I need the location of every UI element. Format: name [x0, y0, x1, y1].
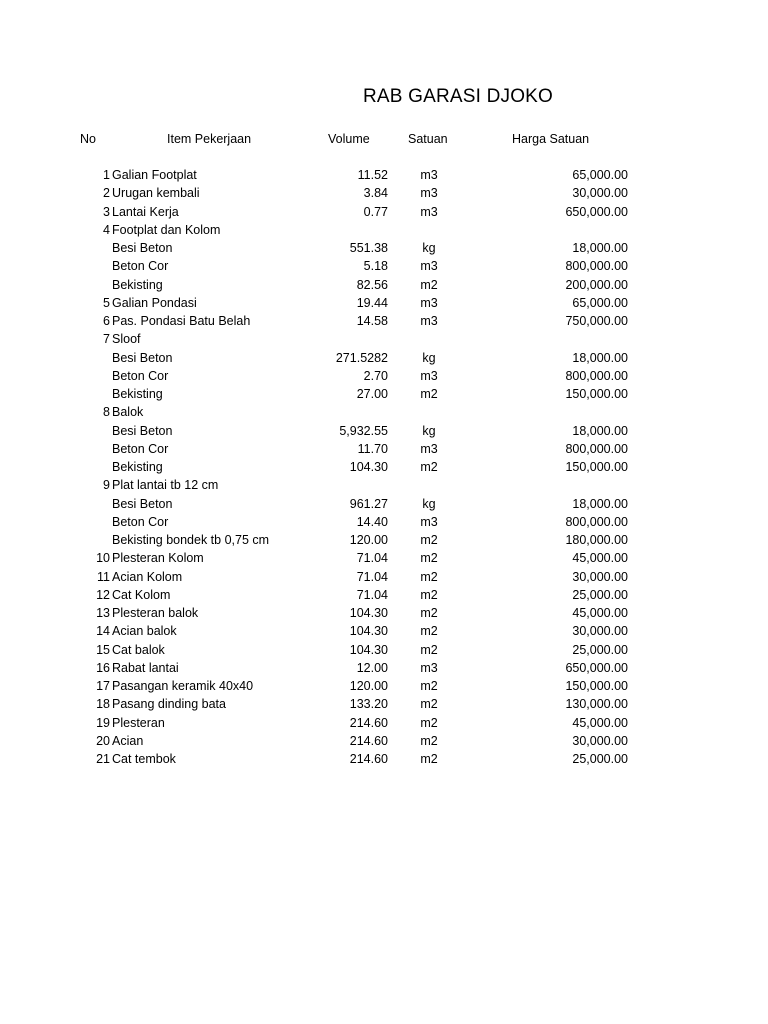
table-row	[0, 239, 768, 257]
cell-volume: 82.56	[356, 277, 388, 292]
cell-satuan: m3	[420, 168, 438, 182]
page-title: RAB GARASI DJOKO	[362, 86, 554, 107]
cell-harga-satuan: 45,000.00	[572, 551, 628, 566]
cell-satuan: kg	[422, 423, 436, 438]
cell-item: Acian balok	[112, 624, 177, 639]
table-row	[0, 549, 768, 567]
cell-harga-satuan: 800,000.00	[565, 368, 628, 383]
cell-item: Plesteran	[112, 715, 165, 730]
table-row	[0, 403, 768, 421]
cell-satuan: m2	[420, 606, 438, 620]
cell-volume: 133.20	[349, 697, 388, 712]
table-row	[0, 568, 768, 586]
cell-no: 19	[96, 715, 110, 730]
cell-volume: 5,932.55	[339, 423, 388, 438]
table-row	[0, 513, 768, 531]
cell-volume: 961.27	[349, 496, 388, 511]
cell-item: Pasangan keramik 40x40	[112, 679, 254, 693]
cell-harga-satuan: 30,000.00	[572, 569, 628, 584]
cell-satuan: kg	[422, 496, 436, 511]
cell-harga-satuan: 750,000.00	[565, 314, 628, 328]
cell-no: 20	[96, 733, 110, 748]
cell-harga-satuan: 180,000.00	[565, 533, 628, 547]
cell-no: 18	[96, 697, 110, 712]
cell-satuan: m2	[420, 387, 438, 401]
cell-item: Pas. Pondasi Batu Belah	[112, 314, 251, 328]
cell-satuan: m3	[420, 660, 438, 675]
table-row	[0, 422, 768, 440]
cell-volume: 271.5282	[335, 350, 388, 365]
cell-satuan: m2	[420, 715, 438, 730]
cell-satuan: m3	[420, 368, 438, 383]
cell-volume: 11.70	[357, 441, 388, 456]
cell-item: Bekisting bondek tb 0,75 cm	[112, 533, 270, 547]
cell-harga-satuan: 25,000.00	[572, 642, 628, 657]
cell-volume: 14.40	[356, 514, 388, 529]
cell-volume: 104.30	[349, 460, 388, 474]
cell-volume: 19.44	[356, 295, 388, 310]
cell-volume: 12.00	[356, 660, 388, 675]
cell-harga-satuan: 800,000.00	[565, 514, 628, 529]
cell-satuan: m2	[420, 277, 438, 292]
table-row	[0, 312, 768, 330]
cell-satuan: m2	[420, 569, 438, 584]
table-row	[0, 458, 768, 476]
cell-item: Cat balok	[112, 642, 165, 657]
table-row	[0, 440, 768, 458]
cell-item: Acian	[112, 733, 144, 748]
cell-volume: 120.00	[349, 679, 388, 693]
cell-satuan: m3	[420, 259, 438, 274]
cell-no: 11	[97, 569, 110, 584]
cell-item: Pasang dinding bata	[112, 697, 226, 712]
cell-volume: 71.04	[356, 587, 388, 602]
cell-harga-satuan: 650,000.00	[565, 660, 628, 675]
table-row	[0, 750, 768, 768]
cell-volume: 551.38	[349, 241, 388, 255]
cell-item: Beton Cor	[112, 368, 169, 383]
cell-harga-satuan: 650,000.00	[565, 204, 628, 219]
table-row	[0, 659, 768, 677]
header-volume: Volume	[328, 132, 370, 146]
cell-item: Plesteran Kolom	[112, 551, 204, 566]
cell-harga-satuan: 800,000.00	[565, 441, 628, 456]
cell-item: Besi Beton	[112, 423, 173, 438]
cell-harga-satuan: 25,000.00	[572, 752, 628, 766]
cell-item: Plat lantai tb 12 cm	[112, 478, 219, 493]
cell-item: Balok	[112, 405, 144, 420]
cell-volume: 3.84	[363, 186, 388, 201]
cell-no: 2	[103, 186, 110, 201]
table-row	[0, 714, 768, 732]
cell-item: Sloof	[112, 332, 141, 347]
table-row	[0, 622, 768, 640]
cell-no: 4	[103, 222, 110, 237]
cell-item: Beton Cor	[112, 441, 169, 456]
table-row	[0, 257, 768, 275]
cell-satuan: kg	[422, 241, 436, 255]
cell-satuan: m2	[420, 679, 438, 693]
cell-volume: 214.60	[349, 715, 388, 730]
cell-satuan: m3	[420, 441, 438, 456]
cell-volume: 104.30	[349, 624, 388, 639]
cell-item: Urugan kembali	[112, 186, 200, 201]
table-row	[0, 677, 768, 695]
table-row	[0, 495, 768, 513]
cell-volume: 11.52	[357, 168, 388, 182]
cell-harga-satuan: 25,000.00	[572, 587, 628, 602]
cell-no: 9	[103, 478, 110, 493]
cell-harga-satuan: 18,000.00	[572, 496, 628, 511]
cell-satuan: m3	[420, 186, 438, 201]
cell-satuan: m3	[420, 314, 438, 328]
cell-harga-satuan: 45,000.00	[572, 715, 628, 730]
cell-no: 8	[103, 405, 110, 420]
cell-no: 1	[103, 168, 110, 182]
cell-harga-satuan: 130,000.00	[565, 697, 628, 712]
cell-item: Galian Pondasi	[112, 295, 197, 310]
table-row	[0, 476, 768, 494]
cell-item: Cat tembok	[112, 752, 176, 766]
cell-item: Cat Kolom	[112, 587, 171, 602]
cell-volume: 71.04	[356, 551, 388, 566]
cell-item: Beton Cor	[112, 259, 169, 274]
cell-harga-satuan: 200,000.00	[565, 277, 628, 292]
cell-harga-satuan: 800,000.00	[565, 259, 628, 274]
cell-harga-satuan: 150,000.00	[565, 387, 628, 401]
cell-harga-satuan: 150,000.00	[565, 460, 628, 474]
cell-harga-satuan: 18,000.00	[572, 350, 628, 365]
table-row	[0, 166, 768, 184]
cell-harga-satuan: 65,000.00	[572, 295, 628, 310]
cell-harga-satuan: 18,000.00	[572, 423, 628, 438]
cell-no: 17	[96, 679, 110, 693]
cell-volume: 71.04	[356, 569, 388, 584]
table-row	[0, 641, 768, 659]
cell-satuan: m3	[420, 514, 438, 529]
cell-no: 13	[96, 606, 110, 620]
cell-satuan: m2	[420, 551, 438, 566]
cell-volume: 14.58	[356, 314, 388, 328]
cell-no: 5	[103, 295, 110, 310]
cell-volume: 104.30	[349, 606, 388, 620]
table-row	[0, 732, 768, 750]
cell-satuan: kg	[422, 350, 436, 365]
cell-volume: 27.00	[356, 387, 388, 401]
cell-no: 3	[103, 204, 110, 219]
table-row	[0, 604, 768, 622]
cell-no: 12	[96, 587, 110, 602]
cell-item: Bekisting	[112, 277, 163, 292]
cell-item: Galian Footplat	[112, 168, 197, 182]
cell-satuan: m2	[420, 624, 438, 639]
rab-table	[0, 166, 768, 768]
cell-volume: 2.70	[363, 368, 388, 383]
cell-satuan: m3	[420, 204, 438, 219]
table-row	[0, 367, 768, 385]
cell-no: 16	[96, 660, 110, 675]
table-row	[0, 531, 768, 549]
header-harga-satuan: Harga Satuan	[512, 132, 590, 146]
table-row	[0, 695, 768, 713]
cell-harga-satuan: 65,000.00	[572, 168, 628, 182]
cell-satuan: m2	[420, 642, 438, 657]
cell-volume: 120.00	[349, 533, 388, 547]
cell-volume: 5.18	[363, 259, 388, 274]
cell-no: 7	[103, 332, 110, 347]
cell-item: Bekisting	[112, 387, 163, 401]
cell-no: 21	[96, 752, 110, 766]
cell-no: 10	[96, 551, 110, 566]
cell-volume: 214.60	[349, 733, 388, 748]
table-row	[0, 294, 768, 312]
cell-harga-satuan: 30,000.00	[572, 624, 628, 639]
cell-item: Besi Beton	[112, 496, 173, 511]
table-row	[0, 586, 768, 604]
cell-volume: 104.30	[349, 642, 388, 657]
cell-no: 6	[103, 314, 110, 328]
cell-volume: 214.60	[349, 752, 388, 766]
cell-harga-satuan: 150,000.00	[565, 679, 628, 693]
cell-harga-satuan: 30,000.00	[572, 186, 628, 201]
cell-satuan: m2	[420, 587, 438, 602]
cell-satuan: m2	[420, 460, 438, 474]
table-row	[0, 221, 768, 239]
cell-item: Acian Kolom	[112, 569, 183, 584]
cell-item: Plesteran balok	[112, 606, 199, 620]
cell-satuan: m2	[420, 733, 438, 748]
cell-volume: 0.77	[363, 204, 388, 219]
cell-satuan: m2	[420, 697, 438, 712]
cell-satuan: m3	[420, 295, 438, 310]
table-row	[0, 385, 768, 403]
table-row	[0, 276, 768, 294]
cell-no: 14	[96, 624, 110, 639]
cell-item: Beton Cor	[112, 514, 169, 529]
header-no: No	[80, 132, 96, 146]
table-row	[0, 184, 768, 202]
table-row	[0, 203, 768, 221]
cell-item: Lantai Kerja	[112, 204, 179, 219]
cell-item: Besi Beton	[112, 350, 173, 365]
header-item-pekerjaan: Item Pekerjaan	[167, 132, 252, 146]
header-satuan: Satuan	[408, 132, 448, 146]
cell-item: Besi Beton	[112, 241, 173, 255]
cell-satuan: m2	[420, 533, 438, 547]
cell-harga-satuan: 45,000.00	[572, 606, 628, 620]
table-row	[0, 330, 768, 348]
cell-item: Rabat lantai	[112, 660, 179, 675]
cell-no: 15	[96, 642, 110, 657]
table-row	[0, 349, 768, 367]
cell-harga-satuan: 30,000.00	[572, 733, 628, 748]
cell-satuan: m2	[420, 752, 438, 766]
cell-item: Footplat dan Kolom	[112, 222, 221, 237]
cell-item: Bekisting	[112, 460, 163, 474]
cell-harga-satuan: 18,000.00	[572, 241, 628, 255]
